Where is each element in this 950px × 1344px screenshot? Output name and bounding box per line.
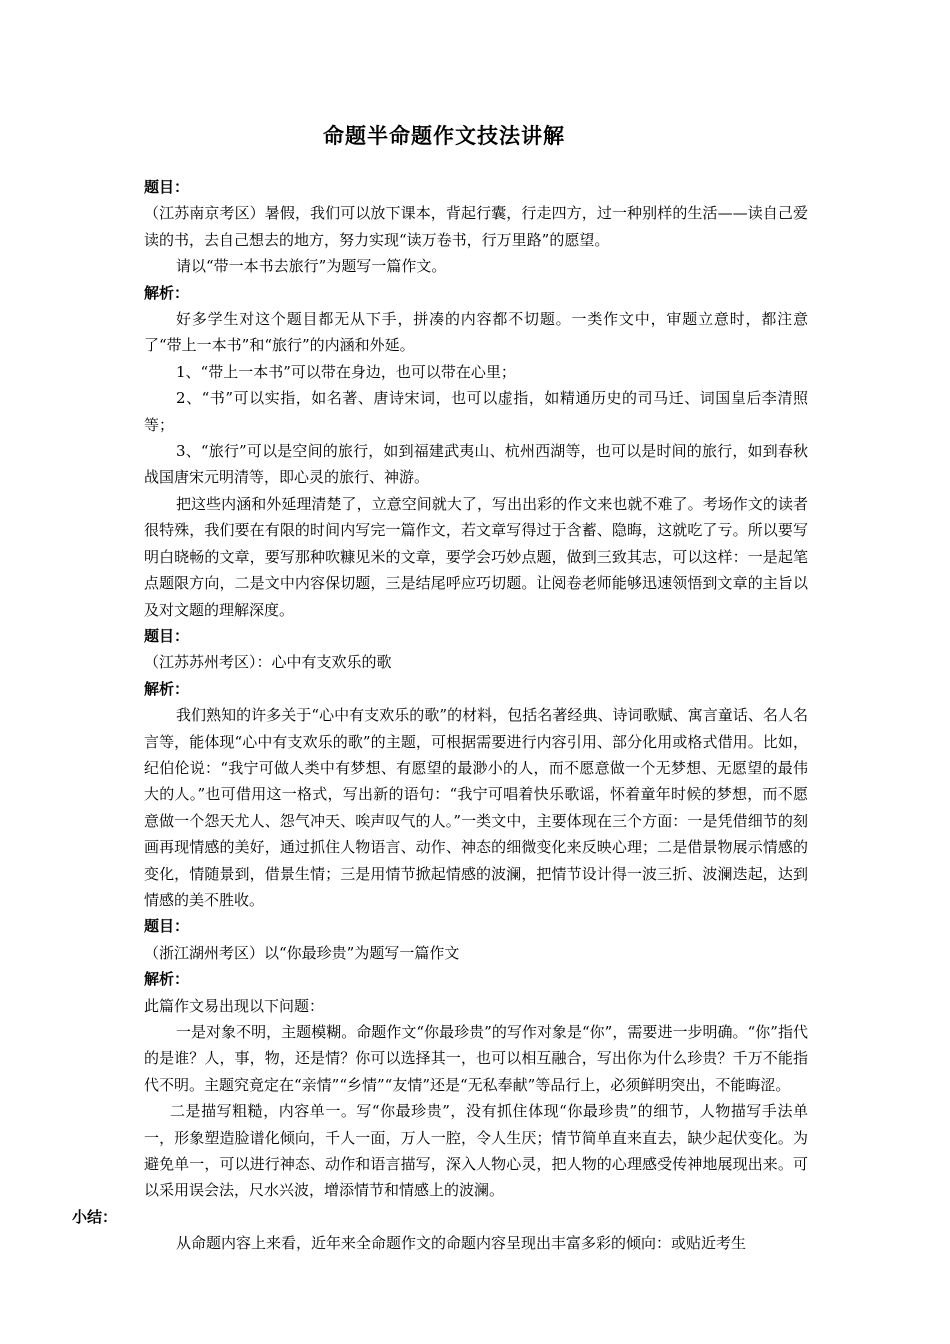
section-3-topic-label: 题目： — [144, 917, 190, 936]
section-1-paragraph: 好多学生对这个题目都无从下手，拼凑的内容都不切题。一类作文中，审题立意时，都注意了“带上一本书”和“旅行”的内涵和外延。 — [144, 310, 808, 355]
section-3-paragraph: 二是描写粗糙，内容单一。写“你最珍贵”，没有抓住体现“你最珍贵”的细节，人物描写手法单一，形象塑造脸谱化倾向，千人一面，万人一腔，令人生厌；情节简单直来直去，缺少起伏变化。为避免单一，可以进行神态、动作和语言描写，深入人物心灵，把人物的心理感受传神地展现出来。可以采用误会法，尺水兴波，增添情节和情感上的波澜。 — [144, 1102, 808, 1200]
section-3-intro: 此篇作文易出现以下问题： — [144, 996, 325, 1015]
section-1-paragraph: 把这些内涵和外延理清楚了，立意空间就大了，写出出彩的作文来也就不难了。考场作文的读者很特殊，我们要在有限的时间内写完一篇作文，若文章写得过于含蓄、隐晦，这就吃了亏。所以要写明白晓畅的文章，要写那种吹糠见米的文章，要学会巧妙点题，做到三致其志，可以这样：一是起笔点题限方向，二是文中内容保切题，三是结尾呼应巧切题。让阅卷老师能够迅速领悟到文章的主旨以及对文题的理解深度。 — [144, 494, 808, 619]
section-1-point-1: 1、“带上一本书”可以带在身边，也可以带在心里； — [176, 362, 516, 381]
section-3-topic-text: （浙江湖州考区）以“你最珍贵”为题写一篇作文 — [144, 943, 460, 962]
section-3-paragraph: 一是对象不明，主题模糊。命题作文“你最珍贵”的写作对象是“你”，需要进一步明确。“你”指代的是谁？人，事，物，还是情？你可以选择其一，也可以相互融合，写出你为什么珍贵？千万不能指代不明。主题究竟定在“亲情”“乡情”“友情”还是“无私奉献”等品行上，必须鲜明突出，不能晦涩。 — [144, 1023, 808, 1094]
section-1-prompt: 请以“带一本书去旅行”为题写一篇作文。 — [176, 257, 447, 276]
summary-paragraph: 从命题内容上来看，近年来全命题作文的命题内容呈现出丰富多彩的倾向：或贴近考生 — [176, 1234, 747, 1253]
section-1-topic-label: 题目： — [144, 178, 190, 196]
section-2-topic-text: （江苏苏州考区）：心中有支欢乐的歌 — [144, 653, 392, 672]
summary-label: 小结： — [72, 1207, 118, 1226]
section-2-paragraph: 我们熟知的许多关于“心中有支欢乐的歌”的材料，包括名著经典、诗词歌赋、寓言童话、名人名言等，能体现“心中有支欢乐的歌”的主题，可根据需要进行内容引用、部分化用或格式借用。比如，纪伯伦说：“我宁可做人类中有梦想、有愿望的最渺小的人，而不愿意做一个无梦想、无愿望的最伟大的人。”也可借用这一格式，写出新的语句：“我宁可唱着快乐歌谣，怀着童年时候的梦想，而不愿意做一个怨天尤人、怨气冲天、唉声叹气的人。”一类文中，主要体现在三个方面：一是凭借细节的刻画再现情感的美好，通过抓住人物语言、动作、神态的细微变化来反映心理；二是借景物展示情感的变化，情随景到，借景生情；三是用情节掀起情感的波澜，把情节设计得一波三折、波澜迭起，达到情感的美不胜收。 — [144, 706, 808, 909]
document-body — [72, 174, 808, 1257]
section-1-topic-text: （江苏南京考区）暑假，我们可以放下课本，背起行囊，行走四方，过一种别样的生活——读自己爱读的书，去自己想去的地方，努力实现“读万卷书，行万里路”的愿望。 — [144, 204, 808, 249]
section-2-analysis-label: 解析： — [144, 679, 190, 698]
section-1-analysis-label: 解析： — [144, 283, 190, 302]
section-1-point-2: 2、“书”可以实指，如名著、唐诗宋词，也可以虚指，如精通历史的司马迁、词国皇后李清照等； — [144, 389, 808, 434]
section-2-topic-label: 题目： — [144, 626, 190, 645]
document-title: 命题半命题作文技法讲解 — [323, 124, 565, 148]
section-1-point-3: 3、“旅行”可以是空间的旅行，如到福建武夷山、杭州西湖等，也可以是时间的旅行，如到春秋战国唐宋元明清等，即心灵的旅行、神游。 — [144, 442, 808, 487]
section-3-analysis-label: 解析： — [144, 970, 190, 989]
